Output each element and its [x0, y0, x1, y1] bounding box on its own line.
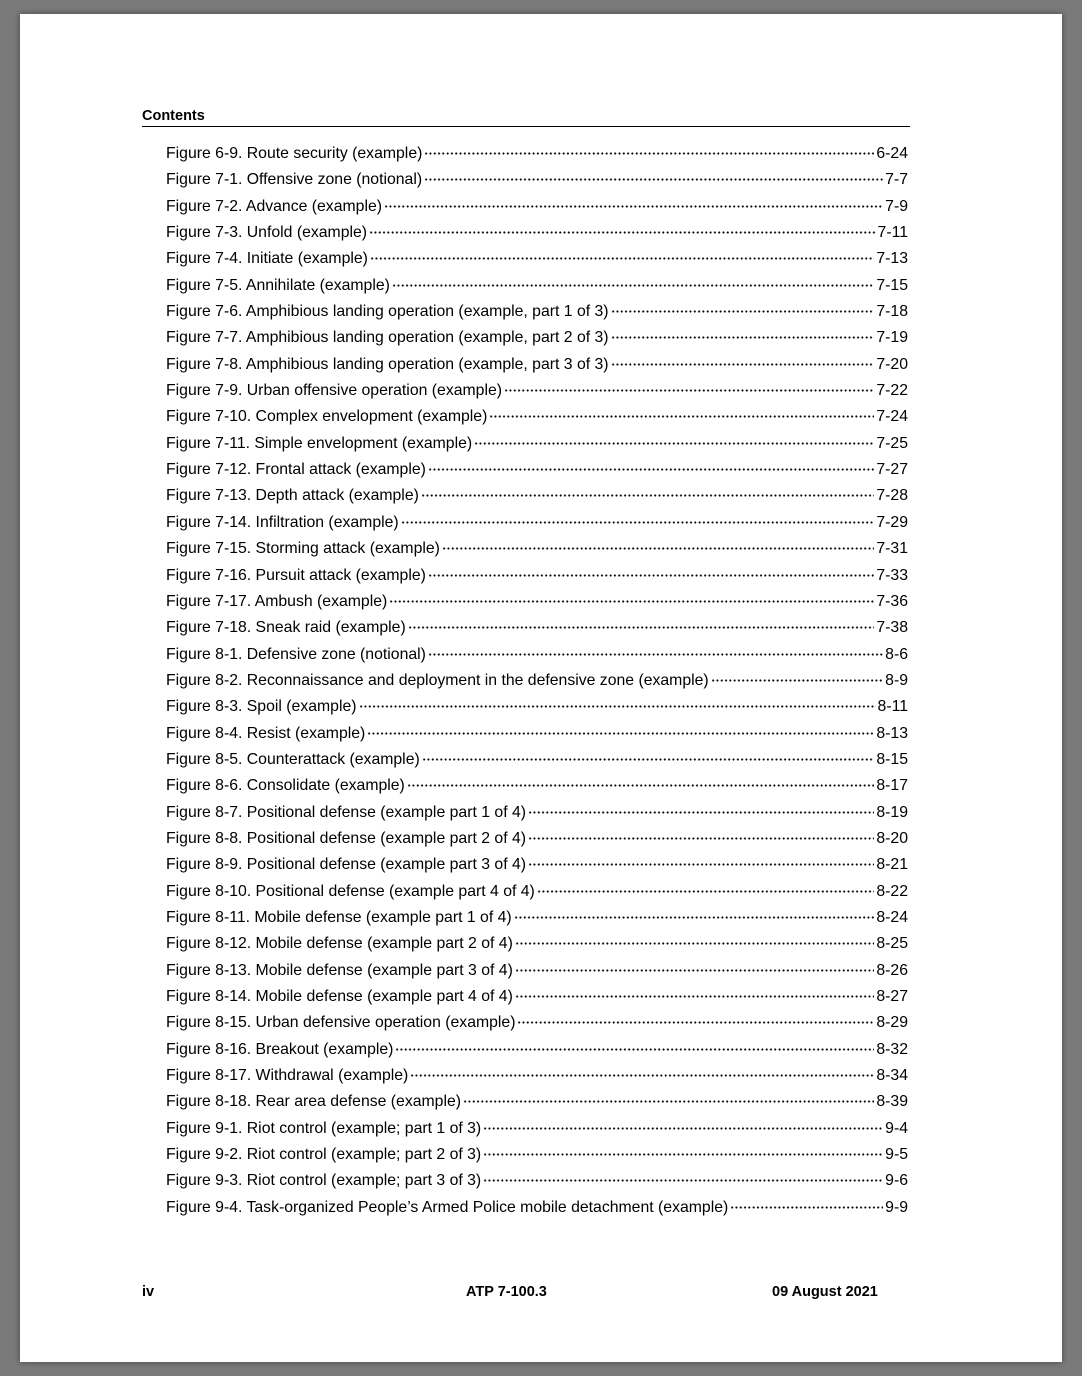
toc-entry-title: Figure 8-12. Mobile defense (example part 2 of 4) — [166, 935, 513, 953]
toc-entry[interactable] — [166, 725, 908, 751]
toc-entry-title: Figure 8-16. Breakout (example) — [166, 1040, 394, 1058]
toc-entry-title: Figure 7-13. Depth attack (example) — [166, 487, 419, 505]
dot-leader — [389, 600, 874, 603]
toc-entry-page: 8-22 — [876, 882, 908, 900]
toc-entry[interactable] — [166, 461, 908, 487]
toc-entry-page: 7-29 — [876, 513, 908, 531]
toc-entry-title: Figure 7-2. Advance (example) — [166, 197, 382, 215]
dot-leader — [515, 969, 875, 972]
toc-entry-title: Figure 8-3. Spoil (example) — [166, 698, 357, 716]
toc-entry[interactable] — [166, 1172, 908, 1198]
toc-entry-title: Figure 6-9. Route security (example) — [166, 145, 423, 162]
dot-leader — [428, 468, 874, 471]
toc-entry-title: Figure 9-2. Riot control (example; part 2 of 3) — [166, 1146, 482, 1164]
running-head-title: Contents — [142, 108, 910, 127]
toc-entry[interactable] — [166, 1146, 908, 1172]
toc-entry-page: 8-27 — [876, 988, 908, 1005]
toc-entry-title: Figure 7-6. Amphibious landing operation (example, part 1 of 3) — [166, 303, 609, 321]
toc-entry-title: Figure 9-1. Riot control (example; part 1 of 3) — [166, 1119, 482, 1137]
table-of-figures — [166, 145, 908, 1225]
toc-entry-title: Figure 8-17. Withdrawal (example) — [166, 1067, 409, 1085]
toc-entry[interactable] — [166, 382, 908, 408]
toc-entry[interactable] — [166, 935, 908, 961]
toc-entry[interactable] — [166, 329, 908, 355]
toc-entry[interactable] — [166, 909, 908, 935]
toc-entry[interactable] — [166, 435, 908, 461]
dot-leader — [428, 653, 883, 656]
toc-entry-page: 8-39 — [876, 1093, 908, 1111]
dot-leader — [611, 336, 875, 339]
dot-leader — [528, 863, 874, 866]
footer-document-id: ATP 7-100.3 — [466, 1284, 547, 1300]
toc-entry-page: 7-24 — [876, 408, 908, 426]
dot-leader — [410, 1074, 874, 1077]
dot-leader — [369, 231, 875, 234]
toc-entry-page: 7-19 — [876, 329, 908, 347]
toc-entry[interactable] — [166, 250, 908, 276]
toc-entry-page: 8-19 — [876, 803, 908, 821]
toc-entry-title: Figure 8-8. Positional defense (example part 2 of 4) — [166, 829, 527, 847]
dot-leader — [515, 995, 875, 998]
toc-entry[interactable] — [166, 356, 908, 382]
toc-entry-title: Figure 9-3. Riot control (example; part 3 of 3) — [166, 1172, 482, 1190]
dot-leader — [407, 784, 875, 787]
dot-leader — [514, 916, 875, 919]
toc-entry[interactable] — [166, 1067, 908, 1093]
toc-entry-title: Figure 7-12. Frontal attack (example) — [166, 461, 426, 479]
toc-entry-page: 7-18 — [876, 303, 908, 321]
toc-entry-page: 8-20 — [876, 829, 908, 847]
toc-entry[interactable] — [166, 224, 908, 250]
toc-entry[interactable] — [166, 619, 908, 645]
toc-entry[interactable] — [166, 646, 908, 672]
toc-entry-page: 9-9 — [885, 1198, 908, 1216]
toc-entry-page: 8-13 — [876, 724, 908, 742]
toc-entry-page: 7-25 — [876, 434, 908, 452]
toc-entry-page: 8-6 — [885, 645, 908, 663]
toc-entry[interactable] — [166, 593, 908, 619]
toc-entry[interactable] — [166, 856, 908, 882]
dot-leader — [408, 626, 875, 629]
toc-entry-title: Figure 7-5. Annihilate (example) — [166, 276, 390, 294]
toc-entry-page: 9-4 — [885, 1119, 908, 1137]
toc-entry-page: 8-25 — [876, 935, 908, 953]
toc-entry-title: Figure 7-9. Urban offensive operation (example) — [166, 382, 503, 400]
toc-entry[interactable] — [166, 777, 908, 803]
dot-leader — [422, 758, 875, 761]
toc-entry-page: 8-17 — [876, 777, 908, 795]
toc-entry-title: Figure 8-6. Consolidate (example) — [166, 777, 405, 795]
toc-entry-page: 8-21 — [876, 856, 908, 874]
toc-entry-title: Figure 8-4. Resist (example) — [166, 724, 366, 742]
toc-entry-title: Figure 7-1. Offensive zone (notional) — [166, 171, 423, 189]
toc-entry-title: Figure 7-18. Sneak raid (example) — [166, 619, 406, 637]
toc-entry-page: 8-32 — [876, 1040, 908, 1058]
toc-entry-page: 7-20 — [876, 355, 908, 373]
toc-entry[interactable] — [166, 487, 908, 513]
dot-leader — [384, 205, 883, 208]
dot-leader — [528, 811, 874, 814]
toc-entry[interactable] — [166, 567, 908, 593]
toc-entry-title: Figure 7-4. Initiate (example) — [166, 250, 368, 268]
toc-entry-page: 7-9 — [885, 197, 908, 215]
toc-entry-title: Figure 9-4. Task-organized People’s Armed Police mobile detachment (example) — [166, 1198, 729, 1216]
toc-entry[interactable] — [166, 198, 908, 224]
toc-entry[interactable] — [166, 830, 908, 856]
dot-leader — [489, 415, 874, 418]
toc-entry[interactable] — [166, 540, 908, 566]
toc-entry-page: 8-26 — [876, 961, 908, 979]
toc-entry[interactable] — [166, 277, 908, 303]
toc-entry[interactable] — [166, 408, 908, 434]
dot-leader — [359, 705, 876, 708]
dot-leader — [370, 257, 874, 260]
toc-entry-title: Figure 8-10. Positional defense (example part 4 of 4) — [166, 882, 535, 900]
toc-entry[interactable] — [166, 145, 908, 171]
toc-entry-page: 8-29 — [876, 1014, 908, 1032]
toc-entry-page: 9-5 — [885, 1146, 908, 1164]
toc-entry-title: Figure 8-9. Positional defense (example part 3 of 4) — [166, 856, 527, 874]
toc-entry-title: Figure 8-15. Urban defensive operation (example) — [166, 1014, 516, 1032]
toc-entry-title: Figure 8-11. Mobile defense (example part 1 of 4) — [166, 908, 512, 926]
footer-page-number: iv — [142, 1284, 155, 1300]
toc-entry-page: 8-15 — [876, 750, 908, 768]
toc-entry-page: 6-24 — [876, 145, 908, 162]
toc-entry-title: Figure 7-16. Pursuit attack (example) — [166, 566, 426, 584]
dot-leader — [442, 547, 874, 550]
dot-leader — [463, 1100, 874, 1103]
toc-entry[interactable] — [166, 988, 908, 1014]
dot-leader — [424, 178, 883, 181]
toc-entry-title: Figure 7-3. Unfold (example) — [166, 224, 368, 242]
toc-entry-title: Figure 7-10. Complex envelopment (example) — [166, 408, 488, 426]
dot-leader — [483, 1179, 883, 1182]
toc-entry-page: 7-13 — [876, 250, 908, 268]
dot-leader — [424, 152, 874, 155]
toc-entry[interactable] — [166, 751, 908, 777]
toc-entry-page: 7-31 — [876, 540, 908, 558]
toc-entry-page: 7-28 — [876, 487, 908, 505]
toc-entry-title: Figure 7-15. Storming attack (example) — [166, 540, 440, 558]
toc-entry-title: Figure 8-18. Rear area defense (example) — [166, 1093, 462, 1111]
toc-entry[interactable] — [166, 1014, 908, 1040]
dot-leader — [611, 363, 875, 366]
dot-leader — [392, 284, 874, 287]
toc-entry[interactable] — [166, 171, 908, 197]
toc-entry-title: Figure 8-13. Mobile defense (example part 3 of 4) — [166, 961, 513, 979]
toc-entry[interactable] — [166, 962, 908, 988]
toc-entry-page: 8-9 — [885, 671, 908, 689]
toc-entry[interactable] — [166, 514, 908, 540]
dot-leader — [537, 890, 875, 893]
dot-leader — [474, 442, 874, 445]
toc-entry-title: Figure 8-2. Reconnaissance and deployment in the defensive zone (example) — [166, 671, 709, 689]
dot-leader — [611, 310, 875, 313]
toc-entry-page: 8-34 — [876, 1067, 908, 1085]
toc-entry[interactable] — [166, 1041, 908, 1067]
toc-entry-page: 7-22 — [876, 382, 908, 400]
dot-leader — [517, 1021, 874, 1024]
toc-entry-page: 8-24 — [876, 908, 908, 926]
toc-entry-page: 7-38 — [876, 619, 908, 637]
toc-entry[interactable] — [166, 1093, 908, 1119]
toc-entry[interactable] — [166, 804, 908, 830]
dot-leader — [504, 389, 874, 392]
toc-entry-title: Figure 8-5. Counterattack (example) — [166, 750, 420, 768]
toc-entry-page: 7-27 — [876, 461, 908, 479]
dot-leader — [428, 574, 874, 577]
dot-leader — [395, 1048, 874, 1051]
toc-entry[interactable] — [166, 1120, 908, 1146]
dot-leader — [515, 942, 875, 945]
toc-entry-title: Figure 7-11. Simple envelopment (example) — [166, 434, 473, 452]
toc-entry-title: Figure 8-14. Mobile defense (example part 4 of 4) — [166, 988, 513, 1005]
document-page — [20, 14, 1062, 1362]
toc-entry-page: 7-15 — [876, 276, 908, 294]
toc-entry-title: Figure 8-1. Defensive zone (notional) — [166, 645, 426, 663]
toc-entry[interactable] — [166, 1199, 908, 1225]
dot-leader — [401, 521, 875, 524]
toc-entry-title: Figure 8-7. Positional defense (example part 1 of 4) — [166, 803, 527, 821]
toc-entry-title: Figure 7-14. Infiltration (example) — [166, 513, 399, 531]
dot-leader — [367, 732, 874, 735]
toc-entry-page: 7-36 — [876, 592, 908, 610]
toc-entry-page: 7-33 — [876, 566, 908, 584]
dot-leader — [528, 837, 874, 840]
toc-entry-title: Figure 7-8. Amphibious landing operation (example, part 3 of 3) — [166, 355, 609, 373]
toc-entry-title: Figure 7-17. Ambush (example) — [166, 592, 388, 610]
toc-entry[interactable] — [166, 883, 908, 909]
toc-entry[interactable] — [166, 698, 908, 724]
toc-entry-page: 9-6 — [885, 1172, 908, 1190]
toc-entry-page: 7-7 — [885, 171, 908, 189]
toc-entry[interactable] — [166, 303, 908, 329]
dot-leader — [711, 679, 883, 682]
dot-leader — [730, 1206, 883, 1209]
footer-date: 09 August 2021 — [772, 1284, 878, 1300]
toc-entry[interactable] — [166, 672, 908, 698]
dot-leader — [421, 494, 875, 497]
toc-entry-page: 7-11 — [877, 224, 908, 242]
dot-leader — [483, 1153, 883, 1156]
toc-entry-title: Figure 7-7. Amphibious landing operation (example, part 2 of 3) — [166, 329, 609, 347]
toc-entry-page: 8-11 — [877, 698, 908, 716]
dot-leader — [483, 1127, 883, 1130]
